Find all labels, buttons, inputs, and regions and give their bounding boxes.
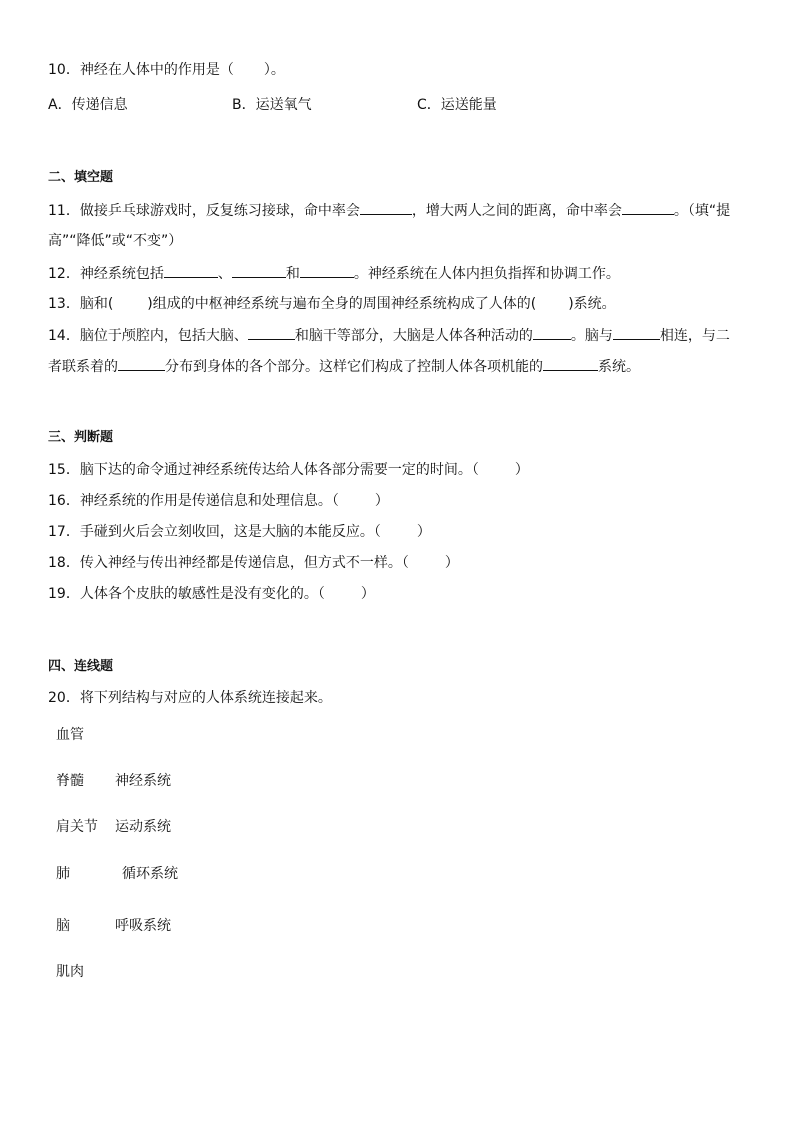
- question-14-text-4: 相连，与二: [659, 328, 730, 344]
- question-12-text-2: 、: [217, 266, 232, 282]
- question-19: [48, 584, 375, 604]
- match-right-item[interactable]: 呼吸系统: [115, 918, 171, 934]
- question-14-text-1: 14．脑位于颅腔内，包括大脑、: [48, 328, 248, 344]
- match-left-item[interactable]: 肩关节: [56, 819, 98, 835]
- question-text: 17．手碰到火后会立刻收回，这是大脑的本能反应。（: [48, 524, 381, 540]
- option-c: C．运送能量: [417, 97, 497, 113]
- bracket-close: ）: [416, 524, 431, 540]
- question-10: [48, 60, 285, 80]
- option-b: B．运送氧气: [232, 97, 312, 113]
- match-right-item[interactable]: 运动系统: [115, 819, 171, 835]
- answer-blank[interactable]: [248, 325, 295, 340]
- answer-blank[interactable]: [622, 200, 674, 215]
- question-14-text-6: 分布到身体的各个部分。这样它们构成了控制人体各项机能的: [165, 359, 543, 375]
- question-11-text-3: 。（填“提: [673, 203, 731, 219]
- question-14-cont: [48, 356, 640, 377]
- question-10-close: ）。: [263, 62, 285, 78]
- question-13-text-2: )组成的中枢神经系统与遍布全身的周围神经系统构成了人体的(: [147, 296, 537, 312]
- question-text: 16．神经系统的作用是传递信息和处理信息。（: [48, 493, 339, 509]
- bracket-close: ）: [360, 586, 375, 602]
- answer-blank[interactable]: [533, 325, 571, 340]
- match-left-item[interactable]: 脊髓: [56, 773, 84, 789]
- question-14: [48, 325, 730, 346]
- question-17: [48, 522, 431, 542]
- question-12-text-1: 12．神经系统包括: [48, 266, 164, 282]
- question-text: 18．传入神经与传出神经都是传递信息，但方式不一样。（: [48, 555, 409, 571]
- question-12-text-3: 和: [285, 266, 300, 282]
- question-12-text-4: 。神经系统在人体内担负指挥和协调工作。: [353, 266, 620, 282]
- question-text: 15．脑下达的命令通过神经系统传达给人体各部分需要一定的时间。（: [48, 462, 479, 478]
- question-11-text-2: ，增大两人之间的距离，命中率会: [411, 203, 622, 219]
- question-14-text-2: 和脑干等部分，大脑是人体各种活动的: [294, 328, 533, 344]
- question-11: [48, 200, 730, 221]
- answer-blank[interactable]: [360, 200, 412, 215]
- question-13: [48, 294, 616, 314]
- bracket-close: ）: [514, 462, 529, 478]
- match-left-item[interactable]: 肌肉: [56, 964, 84, 980]
- answer-blank[interactable]: [543, 356, 598, 371]
- section-heading-matching: 四、连线题: [48, 659, 114, 674]
- match-left-item[interactable]: 脑: [56, 918, 70, 934]
- question-15: [48, 460, 529, 480]
- match-left-item[interactable]: 肺: [56, 866, 70, 882]
- section-heading-fill-in: 二、填空题: [48, 170, 114, 185]
- match-right-item[interactable]: 循环系统: [122, 866, 178, 882]
- answer-blank[interactable]: [613, 325, 660, 340]
- bracket-close: ）: [444, 555, 459, 571]
- question-14-text-7: 系统。: [598, 359, 640, 375]
- question-text: 19．人体各个皮肤的敏感性是没有变化的。（: [48, 586, 325, 602]
- question-11-cont: 高”“降低”或“不变”）: [48, 233, 183, 249]
- answer-blank[interactable]: [164, 263, 218, 278]
- question-18: [48, 553, 459, 573]
- answer-blank[interactable]: [232, 263, 286, 278]
- question-11-text-1: 11．做接乒乓球游戏时，反复练习接球，命中率会: [48, 203, 360, 219]
- question-14-text-3: 。脑与: [570, 328, 613, 344]
- question-16: [48, 491, 389, 511]
- question-13-text-1: 13．脑和(: [48, 296, 114, 312]
- match-left-item[interactable]: 血管: [56, 727, 84, 743]
- question-20: 20．将下列结构与对应的人体系统连接起来。: [48, 690, 332, 706]
- question-10-text: 10．神经在人体中的作用是（: [48, 62, 234, 78]
- section-heading-true-false: 三、判断题: [48, 430, 114, 445]
- option-a: A．传递信息: [48, 97, 128, 113]
- answer-blank[interactable]: [118, 356, 165, 371]
- answer-blank[interactable]: [300, 263, 354, 278]
- question-14-text-5: 者联系着的: [48, 359, 118, 375]
- question-12: [48, 263, 620, 284]
- bracket-close: ）: [374, 493, 389, 509]
- question-13-text-3: )系统。: [568, 296, 616, 312]
- match-right-item[interactable]: 神经系统: [115, 773, 171, 789]
